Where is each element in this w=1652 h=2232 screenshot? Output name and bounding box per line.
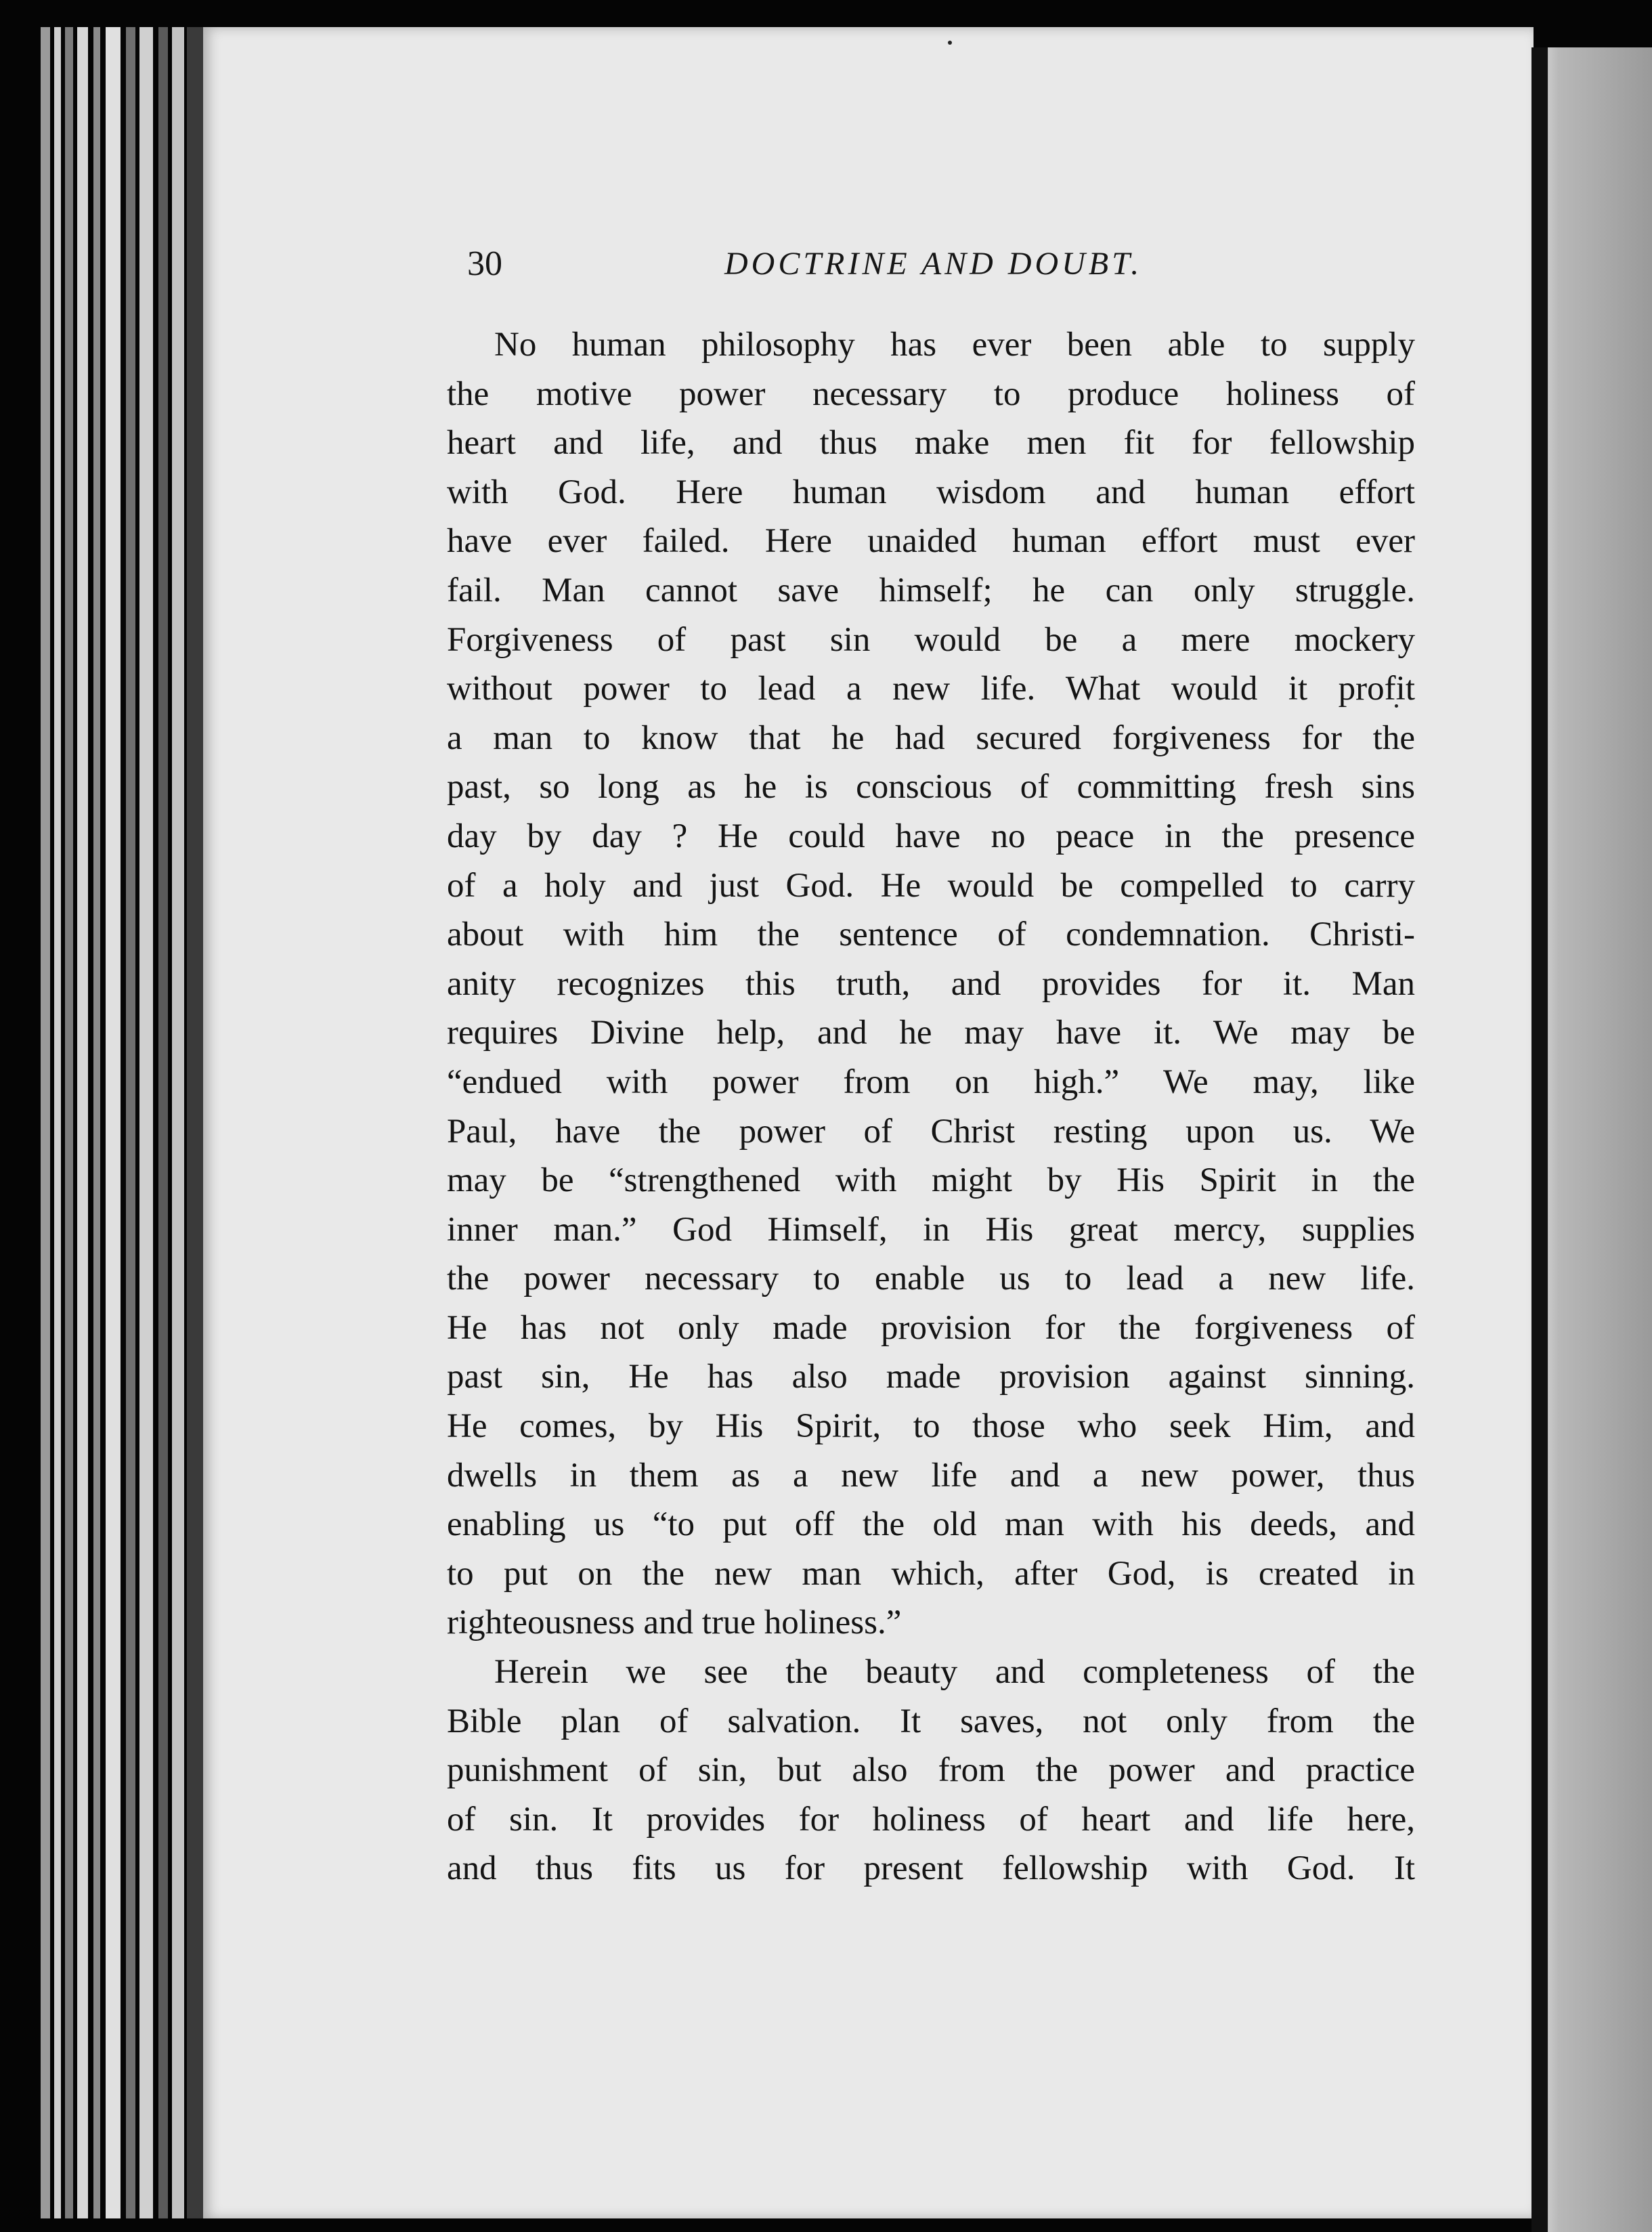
text-line: enabling us “to put off the old man with his deeds, and: [447, 1505, 1415, 1544]
text-line: heart and life, and thus make men fit for fellowship: [447, 424, 1415, 463]
page-edge-band: [54, 27, 61, 2218]
page-edge-band: [139, 27, 153, 2218]
page-edge-band: [126, 27, 135, 2218]
text-line: may be “strengthened with might by His Spirit in the: [447, 1161, 1415, 1200]
text-line: requires Divine help, and he may have it. We may be: [447, 1014, 1415, 1052]
page-edge-band: [41, 27, 50, 2218]
page-edge-band: [172, 27, 184, 2218]
page-header: [467, 240, 1415, 288]
text-line: and thus fits us for present fellowship with God. It: [447, 1849, 1415, 1888]
text-line: day by day ? He could have no peace in the presence: [447, 817, 1415, 855]
text-line: past sin, He has also made provision against sinning.: [447, 1358, 1415, 1396]
page-edge-band: [187, 27, 203, 2218]
text-line: punishment of sin, but also from the power and practice: [447, 1751, 1415, 1790]
running-title: DOCTRINE AND DOUBT.: [724, 246, 1143, 282]
text-line: Bible plan of salvation. It saves, not only from the: [447, 1702, 1415, 1740]
page-edge-band: [158, 27, 168, 2218]
text-line: He comes, by His Spirit, to those who seek Him, and: [447, 1407, 1415, 1446]
text-line: Herein we see the beauty and completeness of the: [494, 1653, 1415, 1692]
text-line: Forgiveness of past sin would be a mere mockery: [447, 620, 1415, 659]
text-line: with God. Here human wisdom and human effort: [447, 473, 1415, 511]
text-line: anity recognizes this truth, and provides for it. Man: [447, 964, 1415, 1003]
facing-page-gutter: [1531, 47, 1652, 2232]
text-line: without power to lead a new life. What would it profit: [447, 670, 1415, 708]
text-line: of a holy and just God. He would be compelled to carry: [447, 866, 1415, 905]
scan-speck: [948, 41, 952, 45]
text-line: inner man.” God Himself, in His great mercy, supplies: [447, 1210, 1415, 1249]
text-line: the motive power necessary to produce holiness of: [447, 374, 1415, 413]
text-line: fail. Man cannot save himself; he can only struggle.: [447, 571, 1415, 609]
text-line: righteousness and true holiness.”: [447, 1604, 902, 1642]
page-edge-band: [77, 27, 88, 2218]
page-edge-band: [106, 27, 121, 2218]
body-text: [447, 320, 1415, 1893]
text-line: past, so long as he is conscious of committing fresh sins: [447, 768, 1415, 807]
page-edge-band: [65, 27, 73, 2218]
text-line: Paul, have the power of Christ resting upon us. We: [447, 1112, 1415, 1151]
text-line: a man to know that he had secured forgiveness for the: [447, 718, 1415, 757]
text-line: the power necessary to enable us to lead a new life.: [447, 1260, 1415, 1298]
text-line: No human philosophy has ever been able to supply: [494, 326, 1415, 364]
text-line: He has not only made provision for the forgiveness of: [447, 1308, 1415, 1347]
page-edge-band: [93, 27, 100, 2218]
text-line: about with him the sentence of condemnation. Christi-: [447, 916, 1415, 954]
gutter-shadow: [1531, 47, 1548, 2232]
text-line: “endued with power from on high.” We may, like: [447, 1063, 1415, 1101]
text-line: have ever failed. Here unaided human effort must ever: [447, 522, 1415, 561]
text-line: of sin. It provides for holiness of heart and life here,: [447, 1800, 1415, 1839]
page-number: 30: [467, 244, 502, 283]
text-line: to put on the new man which, after God, is created in: [447, 1554, 1415, 1593]
text-line: dwells in them as a new life and a new power, thus: [447, 1456, 1415, 1495]
